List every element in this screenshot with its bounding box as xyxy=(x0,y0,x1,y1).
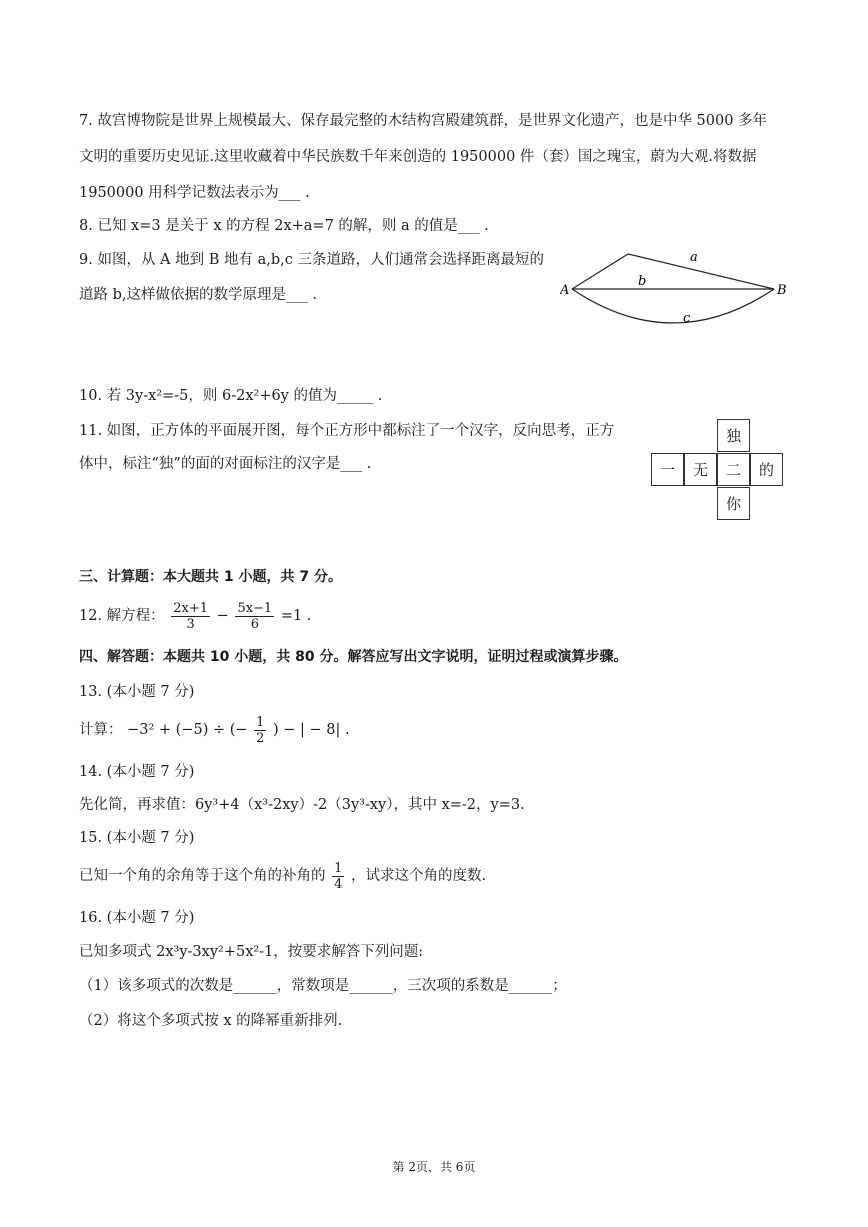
point-b-label: B xyxy=(777,283,787,298)
q9-line1: 9. 如图，从 A 地到 B 地有 a,b,c 三条道路，人们通常会选择距离最短的 xyxy=(79,252,544,268)
q12-frac2-den: 6 xyxy=(250,616,259,632)
net-cell-left: 一 xyxy=(651,453,684,486)
q9-road-figure xyxy=(560,245,800,335)
q9-line2: 道路 b,这样做依据的数学原理是___ . xyxy=(79,287,317,303)
section4-title: 四、解答题：本题共 10 小题，共 80 分。解答应写出文字说明，证明过程或演算步骤。 xyxy=(79,649,628,665)
q13-expr-b: ) − | − 8| . xyxy=(273,722,350,738)
road-c xyxy=(572,289,774,323)
q12-frac1-num: 2x+1 xyxy=(173,600,209,616)
road-b-label: b xyxy=(638,274,647,289)
q12-frac1 xyxy=(171,601,210,632)
net-cell-top: 独 xyxy=(717,419,750,452)
q15-frac-den: 4 xyxy=(334,876,343,892)
q13-expression xyxy=(79,712,350,748)
q16-head: 16. (本小题 7 分) xyxy=(79,910,195,926)
road-a-label: a xyxy=(690,250,698,265)
q16-body: 已知多项式 2x³y-3xy²+5x²-1，按要求解答下列问题: xyxy=(79,944,424,960)
q14-head: 14. (本小题 7 分) xyxy=(79,764,195,780)
q12-frac1-den: 3 xyxy=(186,616,195,632)
q12-minus: − xyxy=(216,608,229,624)
q13-frac-num: 1 xyxy=(256,714,265,730)
q13-prefix: 计算： xyxy=(79,722,123,738)
q12-equation xyxy=(79,598,311,634)
net-cell-center: 无 xyxy=(684,453,717,486)
point-a-label: A xyxy=(560,283,570,298)
q13-expr-a: −3² + (−5) ÷ (− xyxy=(127,722,248,738)
net-cell-bottom: 你 xyxy=(717,487,750,520)
road-a-segment2 xyxy=(628,254,774,289)
q15-frac xyxy=(332,861,344,892)
q16-part2: （2）将这个多项式按 x 的降幂重新排列. xyxy=(79,1013,343,1029)
q13-head: 13. (本小题 7 分) xyxy=(79,684,195,700)
q15-suffix: ，试求这个角的度数. xyxy=(351,868,487,884)
q12-frac2 xyxy=(235,601,274,632)
q8-line1: 8. 已知 x=3 是关于 x 的方程 2x+a=7 的解，则 a 的值是___ . xyxy=(79,218,489,234)
q13-frac xyxy=(254,715,266,746)
q16-part1: （1）该多项式的次数是______，常数项是______，三次项的系数是______； xyxy=(79,978,567,994)
road-c-label: c xyxy=(683,311,691,326)
q7-line1: 7. 故宫博物院是世界上规模最大、保存最完整的木结构宫殿建筑群，是世界文化遗产，也是中华 5000 多年 xyxy=(79,113,768,129)
q11-line2: 体中，标注“独”的面的对面标注的汉字是___ . xyxy=(79,456,372,472)
page-footer: 第 2页，共 6页 xyxy=(392,1160,476,1174)
q12-rhs: =1 . xyxy=(280,608,312,624)
q15-frac-num: 1 xyxy=(334,860,343,876)
q11-line1: 11. 如图，正方体的平面展开图，每个正方形中都标注了一个汉字，反向思考，正方 xyxy=(79,423,615,439)
q12-prefix: 12. 解方程： xyxy=(79,608,165,624)
q7-line2: 文明的重要历史见证.这里收藏着中华民族数千年来创造的 1950000 件（套）国之瑰宝，蔚为大观.将数据 xyxy=(79,149,757,165)
net-cell-right2: 的 xyxy=(750,453,783,486)
q14-body: 先化简，再求值：6y³+4（x³-2xy）-2（3y³-xy），其中 x=-2，y=3. xyxy=(79,797,525,813)
road-a-segment1 xyxy=(572,254,628,289)
net-cell-right1: 二 xyxy=(717,453,750,486)
q13-frac-den: 2 xyxy=(256,730,265,746)
q7-line3: 1950000 用科学记数法表示为___ . xyxy=(79,185,310,201)
q12-frac2-num: 5x−1 xyxy=(237,600,273,616)
q15-head: 15. (本小题 7 分) xyxy=(79,830,195,846)
section3-title: 三、计算题：本大题共 1 小题，共 7 分。 xyxy=(79,569,342,585)
cube-net xyxy=(651,419,787,523)
q10-line1: 10. 若 3y-x²=-5，则 6-2x²+6y 的值为_____ . xyxy=(79,388,383,404)
q15-body xyxy=(79,858,486,894)
q15-prefix: 已知一个角的余角等于这个角的补角的 xyxy=(79,868,326,884)
